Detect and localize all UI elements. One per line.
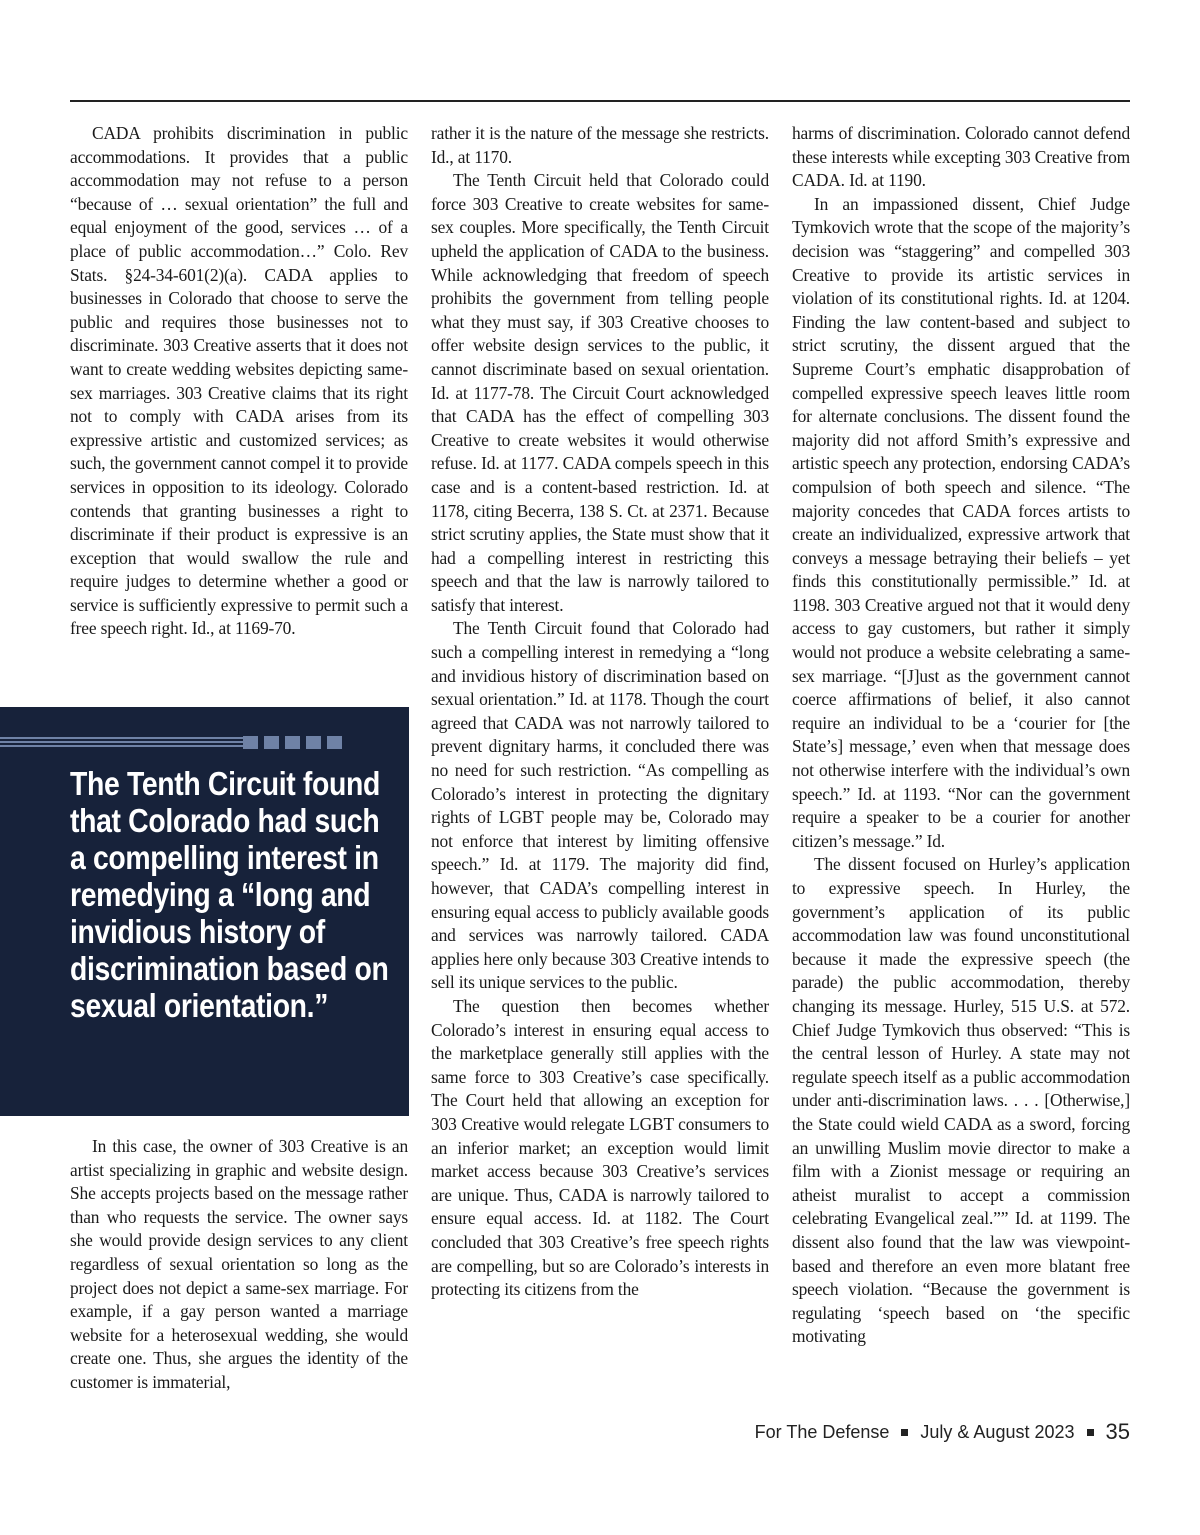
column-1: [70, 122, 408, 641]
pull-quote-box: [0, 707, 409, 1116]
publication-name: For The Defense: [754, 1421, 890, 1442]
body-paragraph: In an impassioned dissent, Chief Judge Tymkovich wrote that the scope of the majority’s decision was “staggering” and compelled 303 Creative to provide its artistic services in violation of its constitutional rights. Id. at 1204. Finding the law content-based and subject to strict scrutiny, the dissent argued that the Supreme Court’s emphatic disapprobation of compelled expressive speech leaves little room for alternate conclusions. The dissent found the majority did not afford Smith’s expressive and artistic speech any protection, endorsing CADA’s compulsion of both speech and silence. “The majority concedes that CADA forces artists to create an individualized, expressive artwork that conveys a message betraying their beliefs – yet finds this constitutionally permissible.” Id. at 1198. 303 Creative argued not that it would deny access to gay customers, but rather it simply would not produce a website celebrating a same-sex marriage. “[J]ust as the government cannot coerce affirmations of belief, it also cannot require an individual to be a ‘courier for [the State’s] message,’ even when that message does not otherwise interfere with the individual’s own speech.” Id. at 1193. “Nor can the government require a speaker to be a courier for another citizen’s message.” Id.: [792, 193, 1130, 851]
decorative-stripes: [0, 737, 255, 747]
body-paragraph: CADA prohibits discrimination in public accommodations. It provides that a public accommodation may not refuse to a person “because of … sexual orientation” the full and equal enjoyment of the good, services … of a place of public accommodation…” Colo. Rev Stats. §24-34-601(2)(a). CADA applies to businesses in Colorado that choose to serve the public and requires those businesses not to discriminate. 303 Creative asserts that it does not want to create wedding websites depicting same-sex marriages. 303 Creative claims that its right not to comply with CADA arises from its expressive artistic and customized services; as such, the government cannot compel it to provide services in opposition to its ideology. Colorado contends that granting businesses a right to discriminate if their product is expressive is an exception that would swallow the rule and require judges to determine whether a good or service is sufficiently expressive to permit such a free speech right. Id., at 1169-70.: [70, 123, 408, 639]
bullet-separator-icon: [1087, 1429, 1094, 1436]
body-paragraph: rather it is the nature of the message she restricts. Id., at 1170.: [431, 123, 769, 167]
column-2: [431, 122, 769, 1302]
decorative-squares-icon: [243, 736, 342, 749]
body-paragraph: The question then becomes whether Colorado’s interest in ensuring equal access to the marketplace generally still applies with the same force to 303 Creative’s case specifically. The Court held that allowing an exception for 303 Creative would relegate LGBT consumers to an inferior market; an exception would limit market access because 303 Creative’s services are unique. Thus, CADA is narrowly tailored to ensure equal access. Id. at 1182. The Court concluded that 303 Creative’s free speech rights are compelling, but so are Colorado’s interests in protecting its citizens from the: [431, 995, 769, 1300]
body-paragraph: The dissent focused on Hurley’s application to expressive speech. In Hurley, the government’s application of its public accommodation law was found unconstitutional because it made the expressive speech (the parade) the public accommodation, thereby changing its message. Hurley, 515 U.S. at 572. Chief Judge Tymkovich thus observed: “This is the central lesson of Hurley. A state may not regulate speech itself as a public accommodation under anti-discrimination laws. . . . [Otherwise,] the State could wield CADA as a sword, forcing an unwilling Muslim movie director to make a film with a Zionist message or requiring an atheist muralist to accept a commission celebrating Evangelical zeal.”” Id. at 1199. The dissent also found that the law was viewpoint-based and therefore an even more blatant free speech violation. “Because the government is regulating ‘speech based on ‘the specific motivating: [792, 854, 1130, 1347]
column-1-continued: [70, 1135, 408, 1395]
issue-date: July & August 2023: [920, 1421, 1075, 1442]
pull-quote-text: The Tenth Circuit found that Colorado had such a compelling interest in remedying a “long and invidious history of discrimination based on sexual orientation.”: [70, 765, 389, 1024]
body-paragraph: In this case, the owner of 303 Creative is an artist specializing in graphic and website design. She accepts projects based on the message rather than who requests the service. The owner says she would provide design services to any client regardless of sexual orientation so long as the project does not depict a same-sex marriage. For example, if a gay person wanted a marriage website for a heterosexual wedding, she would create one. Thus, she argues the identity of the customer is immaterial,: [70, 1136, 408, 1392]
body-paragraph: The Tenth Circuit found that Colorado had such a compelling interest in remedying a “long and invidious history of discrimination based on sexual orientation.” Id. at 1178. Though the court agreed that CADA was not narrowly tailored to prevent dignitary harms, it concluded there was no need for such restriction. “As compelling as Colorado’s interest in protecting the dignitary rights of LGBT people may be, Colorado may not enforce that interest by limiting offensive speech.” Id. at 1179. The majority did find, however, that CADA’s compelling interest in ensuring equal access to publicly available goods and services was narrowly tailored. CADA applies here only because 303 Creative intends to sell its unique services to the public.: [431, 618, 769, 993]
body-paragraph: harms of discrimination. Colorado cannot defend these interests while excepting 303 Creative from CADA. Id. at 1190.: [792, 123, 1130, 191]
top-rule: [70, 100, 1130, 102]
column-3: [792, 122, 1130, 1349]
page-footer: [755, 1419, 1130, 1445]
bullet-separator-icon: [901, 1429, 908, 1436]
page-number: 35: [1105, 1419, 1130, 1444]
body-paragraph: The Tenth Circuit held that Colorado could force 303 Creative to create websites for same-sex couples. More specifically, the Tenth Circuit upheld the application of CADA to the business. While acknowledging that freedom of speech prohibits the government from telling people what they must say, if 303 Creative chooses to offer website design services to the public, it cannot discriminate based on sexual orientation. Id. at 1177-78. The Circuit Court acknowledged that CADA has the effect of compelling 303 Creative to create websites it would otherwise refuse. Id. at 1177. CADA compels speech in this case and is a content-based restriction. Id. at 1178, citing Becerra, 138 S. Ct. at 2371. Because strict scrutiny applies, the State must show that it had a compelling interest in restricting this speech and that the law is narrowly tailored to satisfy that interest.: [431, 170, 769, 615]
